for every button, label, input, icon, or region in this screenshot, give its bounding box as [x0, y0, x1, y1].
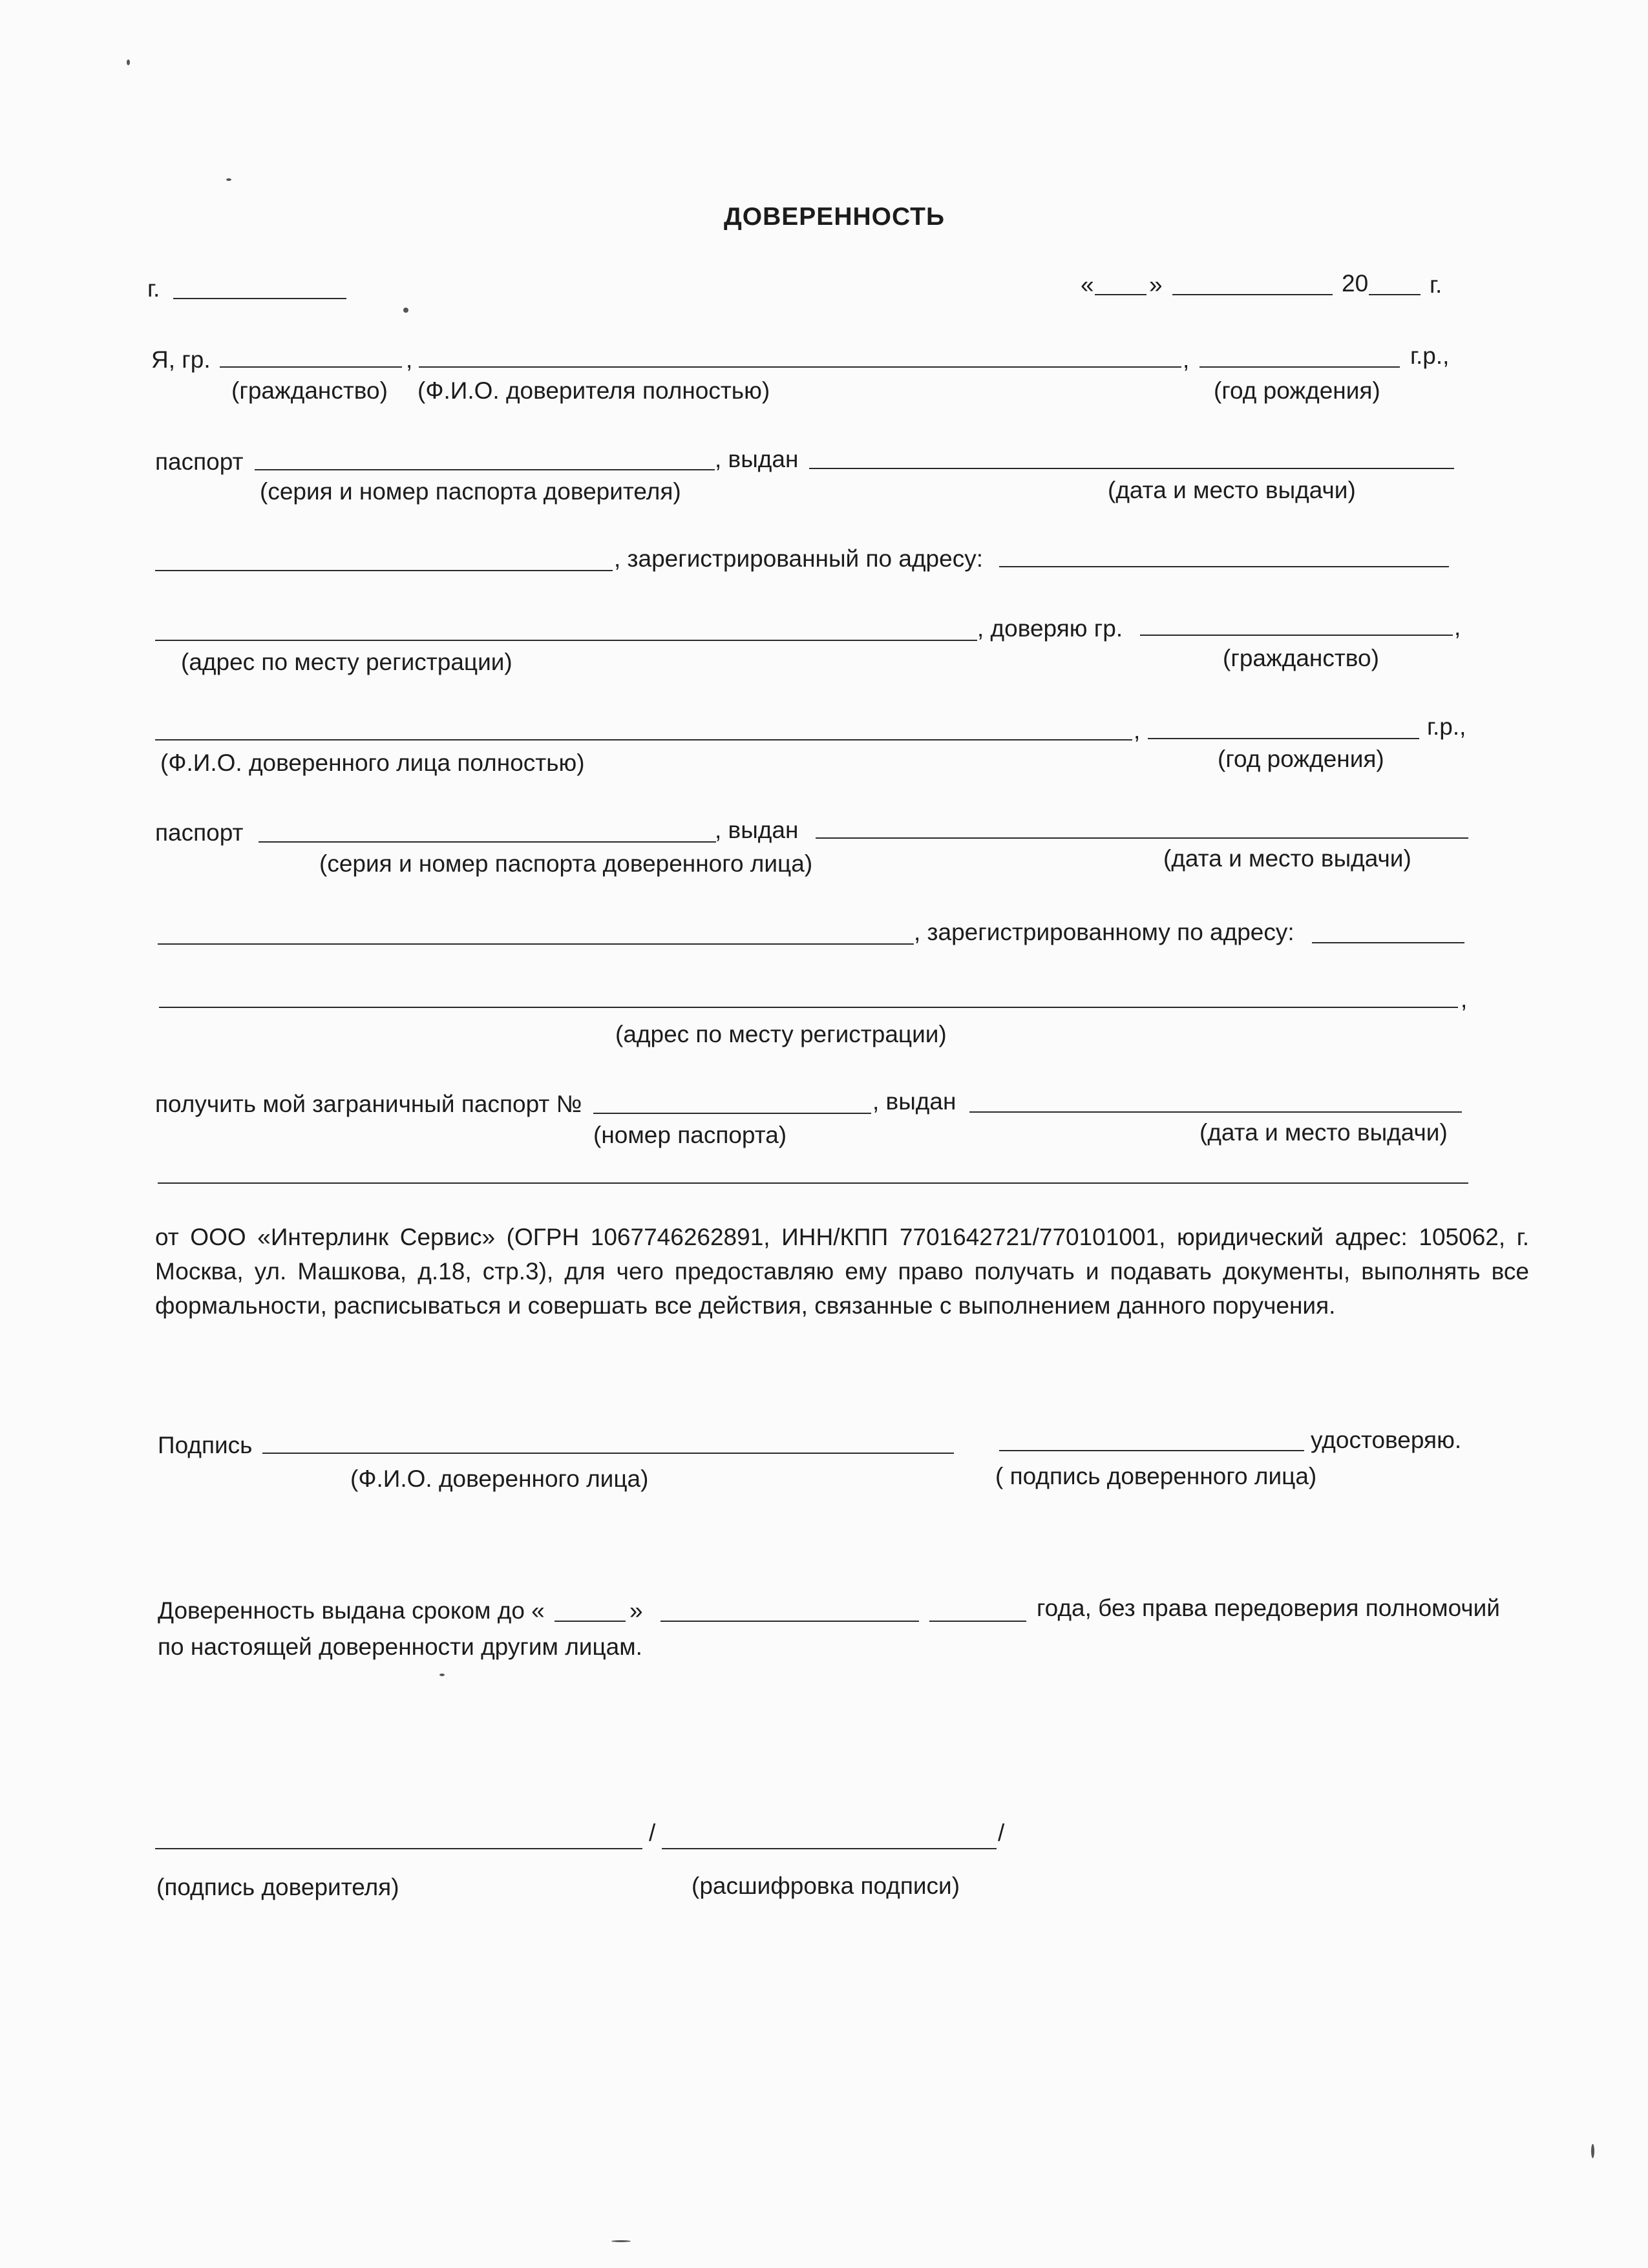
trustee-issued-label: , выдан — [715, 817, 799, 843]
foreign-passport-issue-field-2[interactable] — [158, 1182, 1468, 1184]
document-title: ДОВЕРЕННОСТЬ — [724, 203, 945, 231]
principal-citizenship-field[interactable] — [220, 366, 402, 368]
principal-passport-field[interactable] — [255, 469, 715, 470]
scan-speck — [439, 1674, 445, 1676]
caption-principal-issue: (дата и место выдачи) — [1108, 477, 1356, 503]
caption-principal-passport: (серия и номер паспорта доверителя) — [260, 478, 681, 505]
validity-prefix: Доверенность выдана сроком до « — [158, 1597, 545, 1624]
principal-issued-label: , выдан — [715, 446, 799, 472]
purpose-issued-label: , выдан — [872, 1088, 956, 1115]
principal-issue-field[interactable] — [809, 468, 1454, 469]
purpose-label: получить мой заграничный паспорт № — [155, 1091, 582, 1117]
caption-trustee-signature: ( подпись доверенного лица) — [995, 1463, 1317, 1489]
year-suffix: г. — [1430, 271, 1442, 298]
trustee-signature-field[interactable] — [999, 1450, 1304, 1451]
date-close-quote: » — [1149, 271, 1163, 298]
caption-signature-decoding: (расшифровка подписи) — [692, 1873, 960, 1899]
validity-day-field[interactable] — [555, 1621, 626, 1622]
principal-birth-year-field[interactable] — [1199, 366, 1400, 368]
year-prefix: 20 — [1342, 270, 1369, 297]
trust-comma: , — [1454, 614, 1461, 640]
signature-decoding-field[interactable] — [662, 1848, 997, 1849]
trustee-end-comma: , — [1461, 986, 1468, 1013]
trustee-address-field-2[interactable] — [1312, 942, 1464, 943]
caption-foreign-passport-number: (номер паспорта) — [593, 1122, 787, 1148]
caption-principal-address: (адрес по месту регистрации) — [181, 649, 512, 675]
signature-label: Подпись — [158, 1432, 253, 1458]
caption-trustee-issue: (дата и место выдачи) — [1163, 845, 1411, 872]
scan-speck — [1591, 2144, 1594, 2158]
scan-speck — [127, 59, 130, 65]
certify-label: удостоверяю. — [1311, 1427, 1462, 1453]
caption-trustee-passport: (серия и номер паспорта доверенного лица) — [319, 850, 813, 877]
validity-year-field[interactable] — [929, 1621, 1026, 1622]
principal-address-field-1[interactable] — [155, 570, 613, 571]
caption-trustee-birth-year: (год рождения) — [1218, 746, 1384, 772]
trustee-passport-field[interactable] — [259, 841, 716, 843]
caption-principal-name: (Ф.И.О. доверителя полностью) — [417, 377, 770, 404]
trustee-fio-signature-field[interactable] — [262, 1453, 954, 1454]
slash-1: / — [649, 1820, 656, 1846]
caption-trustee-name: (Ф.И.О. доверенного лица полностью) — [160, 750, 585, 776]
caption-foreign-passport-issue: (дата и место выдачи) — [1199, 1119, 1448, 1146]
caption-trustee-fio: (Ф.И.О. доверенного лица) — [350, 1465, 649, 1492]
foreign-passport-number-field[interactable] — [593, 1113, 871, 1114]
principal-address-field-3[interactable] — [155, 640, 977, 641]
trustee-address-field-1[interactable] — [158, 943, 914, 945]
principal-year-suffix: г.р., — [1410, 342, 1450, 369]
date-month-field[interactable] — [1172, 294, 1333, 295]
foreign-passport-issue-field[interactable] — [969, 1111, 1462, 1113]
principal-comma-2: , — [1183, 346, 1190, 373]
principal-name-field[interactable] — [419, 366, 1181, 368]
trustee-registered-label: , зарегистрированному по адресу: — [914, 919, 1294, 945]
trustee-comma: , — [1134, 717, 1141, 744]
caption-principal-signature: (подпись доверителя) — [156, 1874, 399, 1900]
date-open-quote: « — [1081, 271, 1094, 298]
principal-address-field-2[interactable] — [999, 566, 1449, 567]
caption-trustee-address: (адрес по месту регистрации) — [615, 1021, 947, 1047]
trustee-birth-year-field[interactable] — [1148, 738, 1419, 739]
caption-principal-birth-year: (год рождения) — [1214, 377, 1380, 404]
trustee-address-field-3[interactable] — [159, 1007, 1458, 1008]
validity-close-quote: » — [629, 1597, 643, 1624]
validity-suffix: года, без права передоверия полномочий — [1037, 1595, 1500, 1621]
scan-speck — [403, 308, 408, 313]
caption-trustee-citizenship: (гражданство) — [1223, 645, 1379, 671]
date-year-field[interactable] — [1369, 294, 1421, 295]
principal-registered-label: , зарегистрированный по адресу: — [614, 545, 983, 572]
body-paragraph: от ООО «Интерлинк Сервис» (ОГРН 1067746262891, ИНН/КПП 7701642721/770101001, юридический адрес: 105062, г. Москва, ул. Машкова, д.18, стр.3), для чего предоставляю ему право получать и подавать документы, выполнять все формальности, расписываться и совершать все действия, связанные с выполнением данного поручения. — [155, 1224, 1529, 1319]
caption-principal-citizenship: (гражданство) — [231, 377, 388, 404]
city-field[interactable] — [173, 298, 346, 299]
trustee-issue-field[interactable] — [816, 837, 1468, 839]
principal-comma-1: , — [406, 346, 413, 373]
principal-passport-label: паспорт — [155, 448, 244, 475]
trustee-citizenship-field[interactable] — [1140, 635, 1453, 636]
trustee-passport-label: паспорт — [155, 819, 244, 846]
validity-line-2: по настоящей доверенности другим лицам. — [158, 1633, 642, 1660]
validity-month-field[interactable] — [660, 1621, 919, 1622]
trustee-name-field[interactable] — [155, 739, 1132, 740]
trustee-year-suffix: г.р., — [1427, 713, 1466, 740]
city-prefix: г. — [147, 275, 160, 302]
principal-signature-field[interactable] — [155, 1848, 642, 1849]
date-day-field[interactable] — [1095, 294, 1146, 295]
slash-2: / — [998, 1820, 1005, 1846]
scan-speck — [611, 2240, 631, 2242]
scan-speck — [226, 178, 231, 181]
principal-intro: Я, гр. — [151, 346, 211, 373]
trust-label: , доверяю гр. — [977, 615, 1123, 642]
